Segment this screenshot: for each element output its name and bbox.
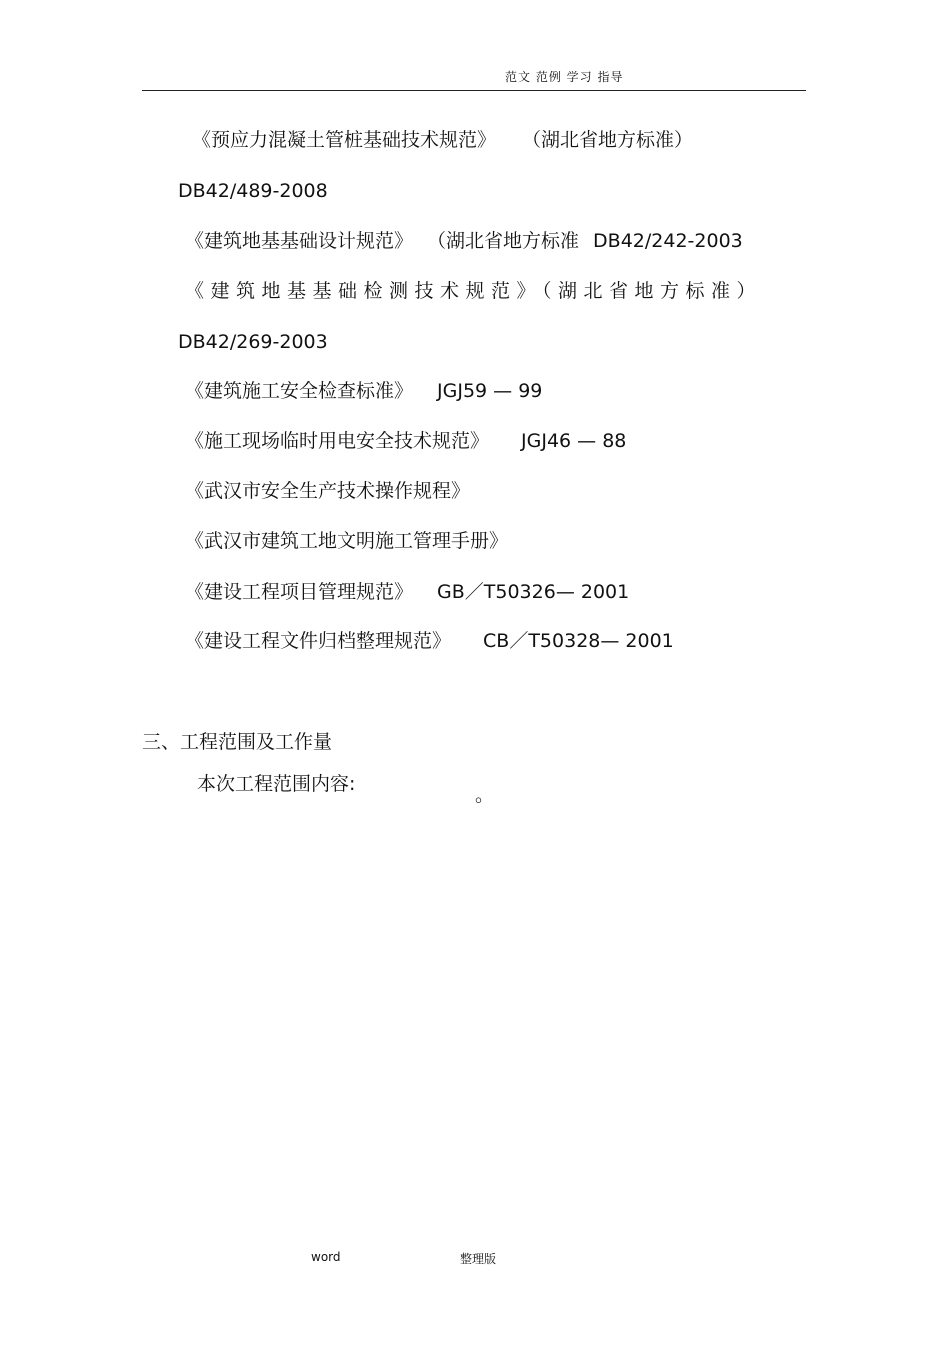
scope-label: 本次工程范围内容: bbox=[197, 773, 356, 795]
header-divider bbox=[142, 90, 806, 91]
standard-note: （湖北省地方标准 bbox=[427, 230, 580, 252]
standard-line-7: 《武汉市建筑工地文明施工管理手册》 bbox=[185, 530, 509, 552]
section-heading: 三、工程范围及工作量 bbox=[142, 731, 333, 753]
scope-end-mark: 。 bbox=[475, 784, 495, 806]
standard-line-9 bbox=[185, 629, 674, 653]
standard-code: JGJ46 — 88 bbox=[521, 430, 627, 452]
standard-line-3: 《建筑地基基础检测技术规范》（湖北省地方标准） bbox=[185, 280, 763, 302]
standard-line-8 bbox=[185, 580, 629, 604]
standard-line-6: 《武汉市安全生产技术操作规程》 bbox=[185, 480, 471, 502]
standard-title: 《建筑施工安全检查标准》 bbox=[185, 380, 414, 402]
standard-line-2 bbox=[185, 229, 743, 253]
standard-title: 《施工现场临时用电安全技术规范》 bbox=[185, 430, 490, 452]
standard-note: （湖北省地方标准） bbox=[522, 129, 694, 151]
standard-line-5 bbox=[185, 429, 626, 453]
footer-left: word bbox=[311, 1250, 341, 1264]
standard-title: 《预应力混凝土管桩基础技术规范》 bbox=[192, 129, 497, 151]
standard-code: DB42/242-2003 bbox=[593, 230, 743, 252]
standard-title: 《建设工程文件归档整理规范》 bbox=[185, 630, 452, 652]
standard-code: JGJ59 — 99 bbox=[437, 380, 543, 402]
standard-line-4 bbox=[185, 379, 542, 403]
standard-line-1 bbox=[192, 128, 693, 152]
page-header: 范文 范例 学习 指导 bbox=[505, 70, 624, 84]
standard-title: 《建筑地基基础设计规范》 bbox=[185, 230, 414, 252]
standard-code: GB／T50326— 2001 bbox=[437, 581, 630, 603]
footer-right: 整理版 bbox=[460, 1252, 497, 1266]
standard-code-1: DB42/489-2008 bbox=[178, 180, 328, 202]
standard-code: CB／T50328— 2001 bbox=[483, 630, 674, 652]
standard-title: 《建设工程项目管理规范》 bbox=[185, 581, 414, 603]
standard-code-3: DB42/269-2003 bbox=[178, 331, 328, 353]
